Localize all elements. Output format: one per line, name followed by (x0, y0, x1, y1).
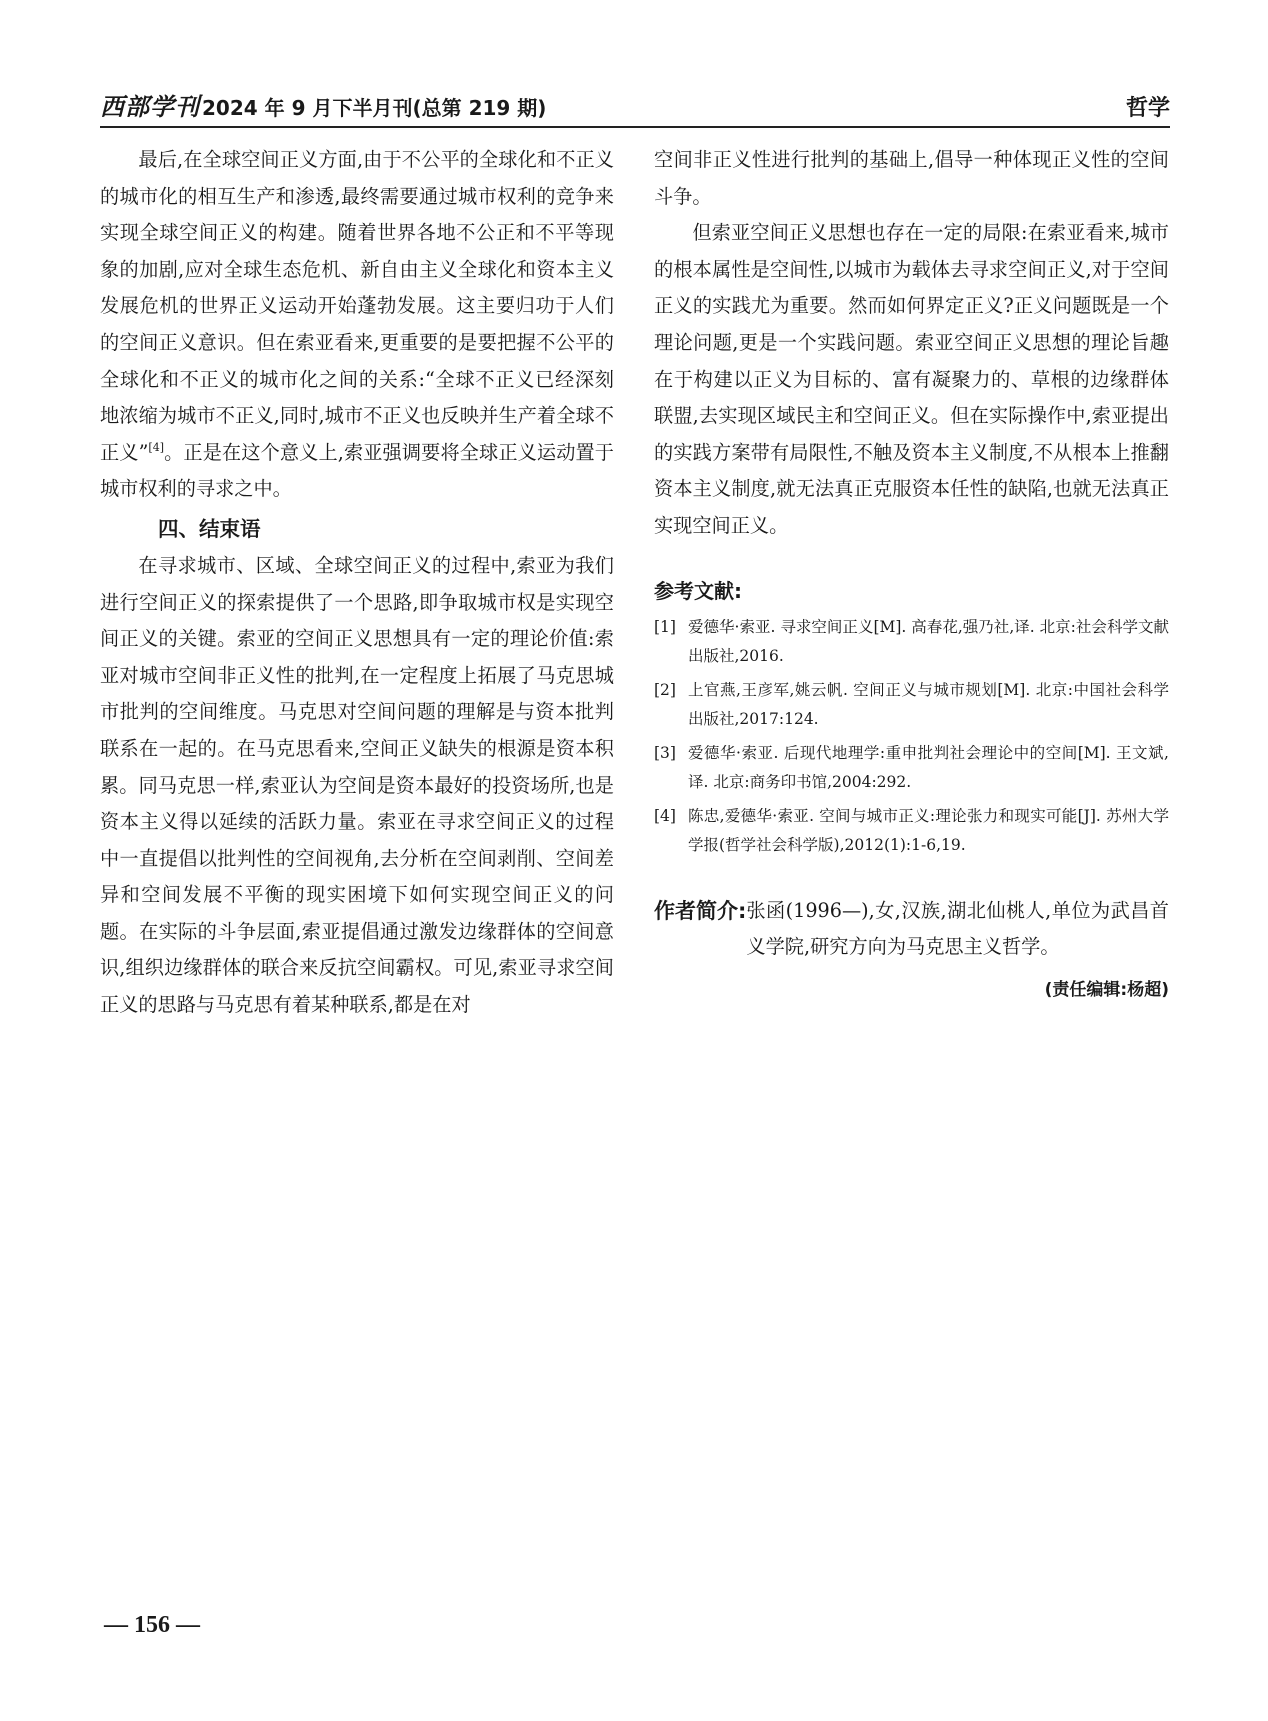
section-name: 哲学 (1125, 96, 1170, 121)
body-paragraph (100, 142, 614, 508)
reference-text: 爱德华·索亚. 后现代地理学:重申批判社会理论中的空间[M]. 王文斌,译. 北京:商务印书馆,2004:292. (688, 743, 1169, 792)
reference-number: [4] (654, 806, 676, 825)
right-column (654, 142, 1169, 1008)
paragraph-text: 。正是在这个意义上,索亚强调要将全球正义运动置于城市权利的寻求之中。 (100, 440, 614, 501)
page-number: — 156 — (104, 1612, 200, 1638)
reference-text: 爱德华·索亚. 寻求空间正义[M]. 高春花,强乃社,译. 北京:社会科学文献出版社,2016. (688, 617, 1169, 666)
author-bio-label: 作者简介: (654, 898, 747, 923)
body-paragraph: 在寻求城市、区域、全球空间正义的过程中,索亚为我们进行空间正义的探索提供了一个思路,即争取城市权是实现空间正义的关键。索亚的空间正义思想具有一定的理论价值:索亚对城市空间非正义性的批判,在一定程度上拓展了马克思城市批判的空间维度。马克思对空间问题的理解是与资本批判联系在一起的。在马克思看来,空间正义缺失的根源是资本积累。同马克思一样,索亚认为空间是资本最好的投资场所,也是资本主义得以延续的活跃力量。索亚在寻求空间正义的过程中一直提倡以批判性的空间视角,去分析在空间剥削、空间差异和空间发展不平衡的现实困境下如何实现空间正义的问题。在实际的斗争层面,索亚提倡通过激发边缘群体的空间意识,组织边缘群体的联合来反抗空间霸权。可见,索亚寻求空间正义的思路与马克思有着某种联系,都是在对 (100, 553, 614, 1017)
citation-marker: [4] (148, 440, 164, 454)
reference-text: 上官燕,王彦军,姚云帆. 空间正义与城市规划[M]. 北京:中国社会科学出版社,2017:124. (688, 680, 1169, 729)
reference-item (654, 676, 1169, 735)
body-paragraph-continued: 空间非正义性进行批判的基础上,倡导一种体现正义性的空间斗争。 (654, 148, 1169, 208)
author-bio (654, 893, 1169, 966)
running-header (100, 86, 1170, 128)
reference-item (654, 739, 1169, 798)
reference-list (654, 613, 1169, 861)
reference-number: [1] (654, 617, 676, 636)
issue-info: 2024 年 9 月下半月刊(总第 219 期) (202, 96, 547, 120)
reference-item (654, 802, 1169, 861)
header-left (100, 87, 546, 122)
reference-text: 陈忠,爱德华·索亚. 空间与城市正义:理论张力和现实可能[J]. 苏州大学学报(哲学社会科学版),2012(1):1-6,19. (688, 806, 1169, 855)
references-title: 参考文献: (654, 578, 742, 603)
reference-number: [3] (654, 743, 676, 762)
paragraph-text: 最后,在全球空间正义方面,由于不公平的全球化和不正义的城市化的相互生产和渗透,最终需要通过城市权利的竞争来实现全球空间正义的构建。随着世界各地不公正和不平等现象的加剧,应对全球生态危机、新自由主义全球化和资本主义发展危机的世界正义运动开始蓬勃发展。这主要归功于人们的空间正义意识。但在索亚看来,更重要的是要把握不公平的全球化和不正义的城市化之间的关系:“全球不正义已经深刻地浓缩为城市不正义,同时,城市不正义也反映并生产着全球不正义” (100, 148, 614, 464)
reference-item (654, 613, 1169, 672)
author-bio-text: 张函(1996—),女,汉族,湖北仙桃人,单位为武昌首义学院,研究方向为马克思主义哲学。 (746, 898, 1169, 959)
responsible-editor: (责任编辑:杨超) (1044, 979, 1169, 1000)
body-paragraph: 但索亚空间正义思想也存在一定的局限:在索亚看来,城市的根本属性是空间性,以城市为载体去寻求空间正义,对于空间正义的实践尤为重要。然而如何界定正义?正义问题既是一个理论问题,更是一个实践问题。索亚空间正义思想的理论旨趣在于构建以正义为目标的、富有凝聚力的、草根的边缘群体联盟,去实现区域民主和空间正义。但在实际操作中,索亚提出的实践方案带有局限性,不触及资本主义制度,不从根本上推翻资本主义制度,就无法真正克服资本任性的缺陷,也就无法真正实现空间正义。 (654, 221, 1169, 537)
left-column (100, 142, 614, 1024)
section-heading: 四、结束语 (158, 516, 261, 541)
journal-logo: 西部学刊 (100, 92, 200, 121)
reference-number: [2] (654, 680, 676, 699)
